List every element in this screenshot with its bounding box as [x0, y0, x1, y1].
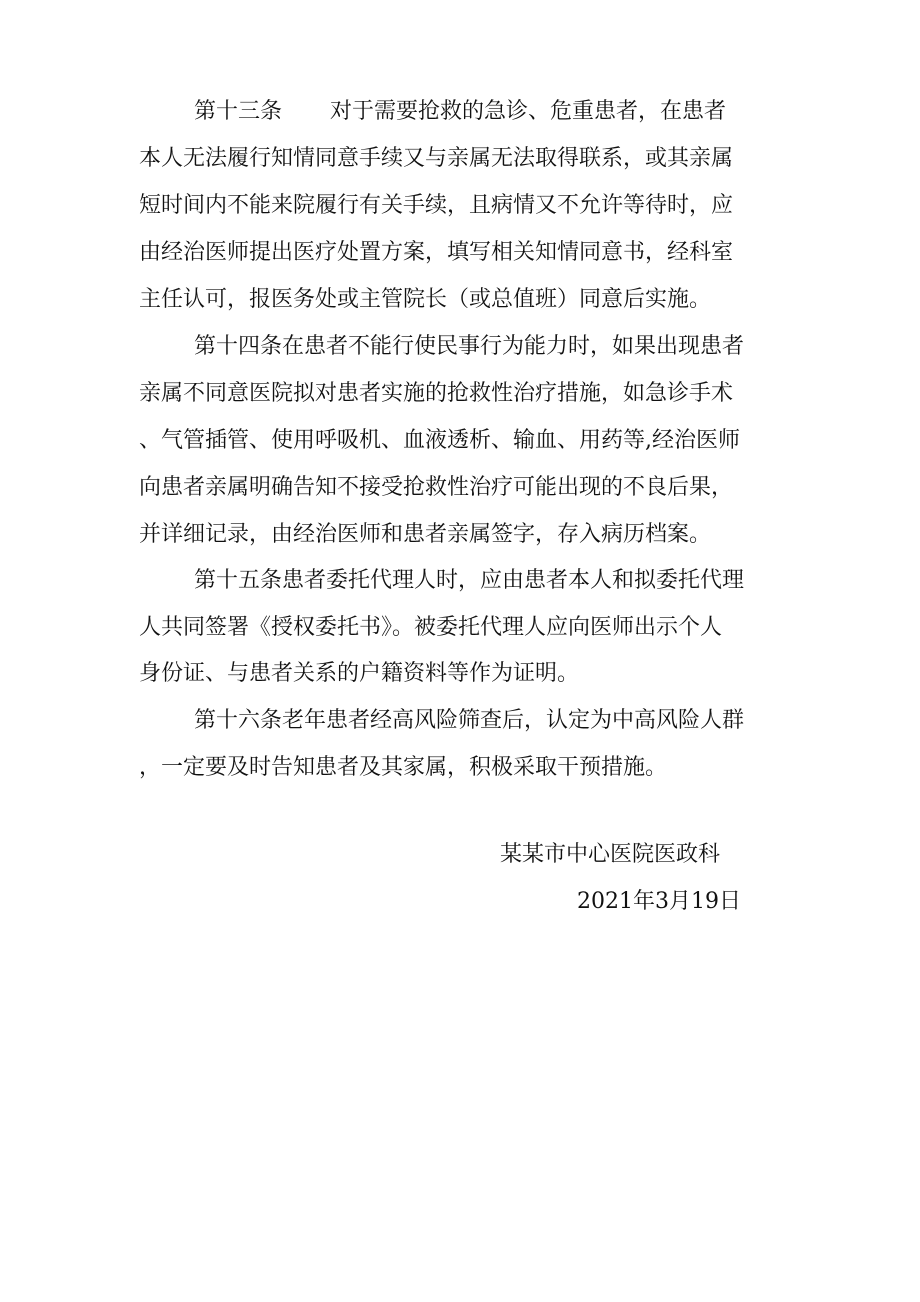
paragraph-text: 第十五条患者委托代理人时，应由患者本人和拟委托代理: [194, 568, 745, 593]
paragraph-text: 第十四条在患者不能行使民事行为能力时，如果出现患者: [194, 334, 745, 359]
paragraph-text: 本人无法履行知情同意手续又与亲属无法取得联系，或其亲属: [139, 146, 734, 171]
paragraph-text: 由经治医师提出医疗处置方案，填写相关知情同意书，经科室: [139, 240, 734, 265]
paragraph-text: 主任认可，报医务处或主管院长（或总值班）同意后实施。: [139, 287, 712, 312]
paragraph-text: ，一定要及时告知患者及其家属，积极采取干预措施。: [139, 755, 668, 780]
paragraph-text: 亲属不同意医院拟对患者实施的抢救性治疗措施，如急诊手术: [139, 381, 734, 406]
paragraph-text: 人共同签署《授权委托书》。被委托代理人应向医师出示个人: [139, 615, 723, 640]
paragraph-text: 向患者亲属明确告知不接受抢救性治疗可能出现的不良后果，: [139, 475, 734, 500]
paragraph-text: 短时间内不能来院履行有关手续，且病情又不允许等待时，应: [139, 193, 734, 218]
paragraph-text: 、气管插管、使用呼吸机、血液透析、输血、用药等,经治医师: [139, 428, 740, 453]
article-13-label: 第十三条: [194, 99, 283, 124]
signature-issuer: 某某市中心医院医政科: [500, 842, 721, 867]
signature-date: 2021年3月19日: [577, 889, 741, 914]
paragraph-text: 身份证、与患者关系的户籍资料等作为证明。: [139, 661, 580, 686]
paragraph-text: 并详细记录，由经治医师和患者亲属签字，存入病历档案。: [139, 522, 712, 547]
paragraph-text: 第十六条老年患者经高风险筛查后，认定为中高风险人群: [194, 708, 745, 733]
article-13-text: 对于需要抢救的急诊、危重患者，在患者: [330, 99, 727, 124]
